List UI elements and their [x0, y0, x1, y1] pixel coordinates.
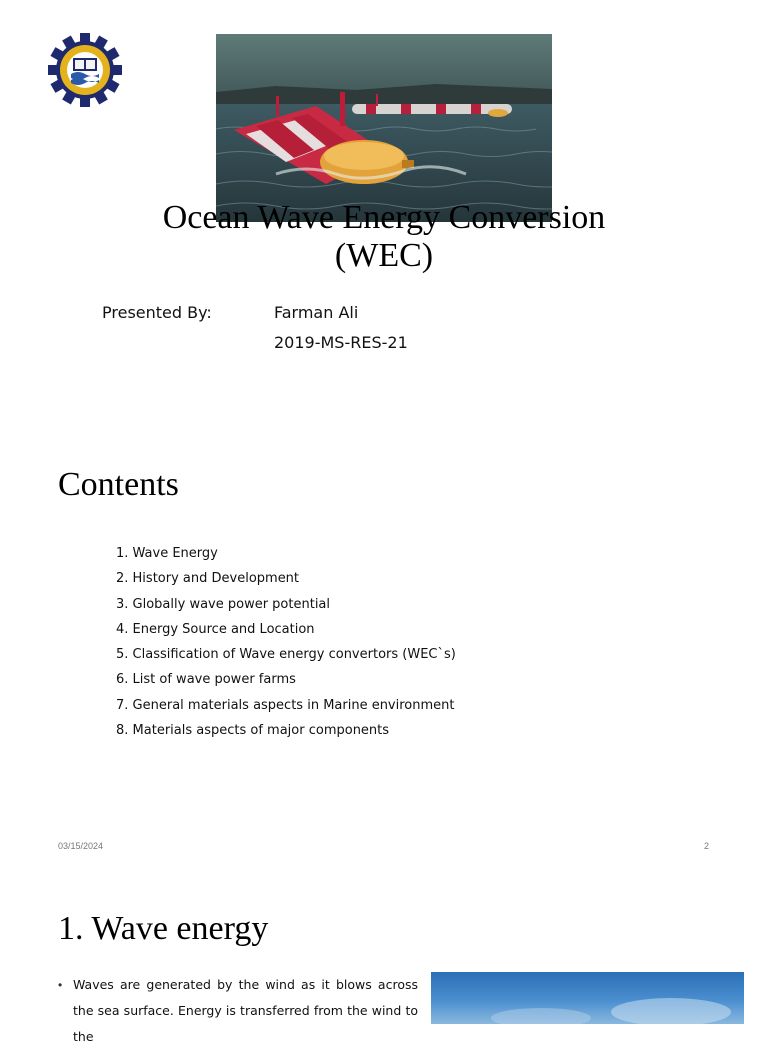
wave-energy-converter-photo: [216, 34, 552, 222]
bullet-dot-icon: •: [58, 978, 63, 992]
contents-item: 1. Wave Energy: [116, 546, 218, 561]
wave-energy-slide: [0, 880, 768, 1044]
contents-item: 6. List of wave power farms: [116, 672, 296, 688]
contents-item: 8. Materials aspects of major components: [116, 723, 390, 739]
page-number: 2: [704, 841, 710, 851]
contents-item: 2. History and Development: [116, 571, 300, 587]
contents-item: 5. Classification of Wave energy convertors (WEC`s): [116, 647, 456, 663]
contents-item: 4. Energy Source and Location: [116, 621, 315, 637]
bullet-paragraph: [58, 972, 418, 1050]
contents-list: [116, 541, 456, 743]
wave-energy-title: 1. Wave energy: [58, 910, 269, 947]
presented-by-label: Presented By:: [102, 303, 212, 322]
slide-title-line2: (WEC): [334, 237, 434, 274]
presenter-name: Farman Ali: [274, 303, 359, 322]
presenter-id: 2019-MS-RES-21: [274, 333, 408, 352]
contents-title: Contents: [58, 466, 179, 503]
footer-date: 03/15/2024: [58, 841, 104, 851]
university-seal-gear-icon: [48, 33, 122, 107]
contents-item: 3. Globally wave power potential: [116, 596, 331, 612]
contents-slide: [0, 400, 768, 880]
contents-item: 7. General materials aspects in Marine environment: [116, 697, 455, 713]
ocean-sky-photo: [431, 972, 744, 1024]
bullet-text: Waves are generated by the wind as it blows across the sea surface. Energy is transferred from the wind to the: [73, 977, 418, 1044]
title-slide: [0, 0, 768, 400]
slide-title-line1: Ocean Wave Energy Conversion: [162, 199, 606, 236]
